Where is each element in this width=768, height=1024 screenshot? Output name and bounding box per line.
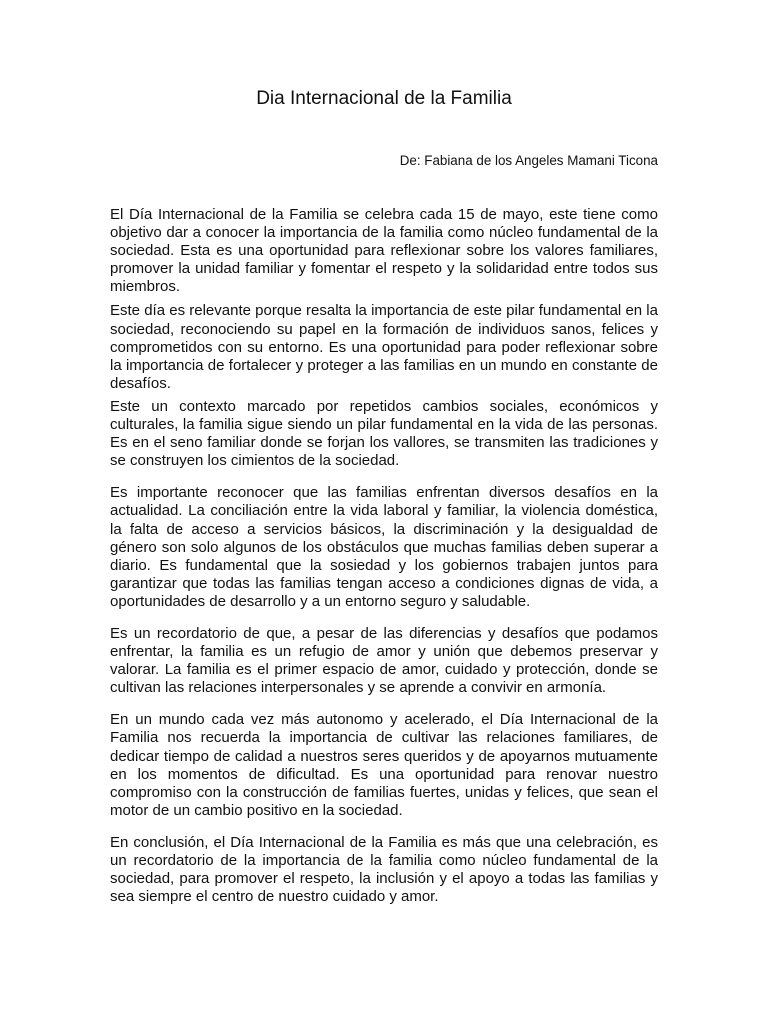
paragraph: Este un contexto marcado por repetidos cambios sociales, económicos y culturales, la familia sigue siendo un pilar fundamental en la vida de las personas. Es en el seno familiar donde se forjan los vallores, se transmiten las tradiciones y se construyen los cimientos de la sociedad. [110,397,658,470]
paragraph: Es un recordatorio de que, a pesar de las diferencias y desafíos que podamos enfrentar, la familia es un refugio de amor y unión que debemos preservar y valorar. La familia es el primer espacio de amor, cuidado y protección, donde se cultivan las relaciones interpersonales y se aprende a convivir en armonía. [110,624,658,697]
paragraph: En un mundo cada vez más autonomo y acelerado, el Día Internacional de la Familia nos recuerda la importancia de cultivar las relaciones familiares, de dedicar tiempo de calidad a nuestros seres queridos y de apoyarnos mutuamente en los momentos de dificultad. Es una oportunidad para renovar nuestro compromiso con la construcción de familias fuertes, unidas y felices, que sean el motor de un cambio positivo en la sociedad. [110,711,658,819]
paragraph: En conclusión, el Día Internacional de la Familia es más que una celebración, es un recordatorio de la importancia de la familia como núcleo fundamental de la sociedad, para promover el respeto, la inclusión y el apoyo a todas las familias y sea siempre el centro de nuestro cuidado y amor. [110,833,658,906]
document-author: De: Fabiana de los Angeles Mamani Ticona [399,153,658,168]
paragraph: El Día Internacional de la Familia se celebra cada 15 de mayo, este tiene como objetivo dar a conocer la importancia de la familia como núcleo fundamental de la sociedad. Esta es una oportunidad para reflexionar sobre los valores familiares, promover la unidad familiar y fomentar el respeto y la solidaridad entre todos sus miembros. [110,206,658,296]
document-body [110,206,658,906]
paragraph: Es importante reconocer que las familias enfrentan diversos desafíos en la actualidad. La conciliación entre la vida laboral y familiar, la violencia doméstica, la falta de acceso a servicios básicos, la discriminación y la desigualdad de género son solo algunos de los obstáculos que muchas familias deben superar a diario. Es fundamental que la sosiedad y los gobiernos trabajen juntos para garantizar que todas las familias tengan acceso a condiciones dignas de vida, a oportunidades de desarrollo y a un entorno seguro y saludable. [110,484,658,610]
paragraph: Este día es relevante porque resalta la importancia de este pilar fundamental en la sociedad, reconociendo su papel en la formación de individuos sanos, felices y comprometidos con su entorno. Es una oportunidad para poder reflexionar sobre la importancia de fortalecer y proteger a las familias en un mundo en constante de desafíos. [110,302,658,392]
document-title: Dia Internacional de la Familia [256,88,512,109]
